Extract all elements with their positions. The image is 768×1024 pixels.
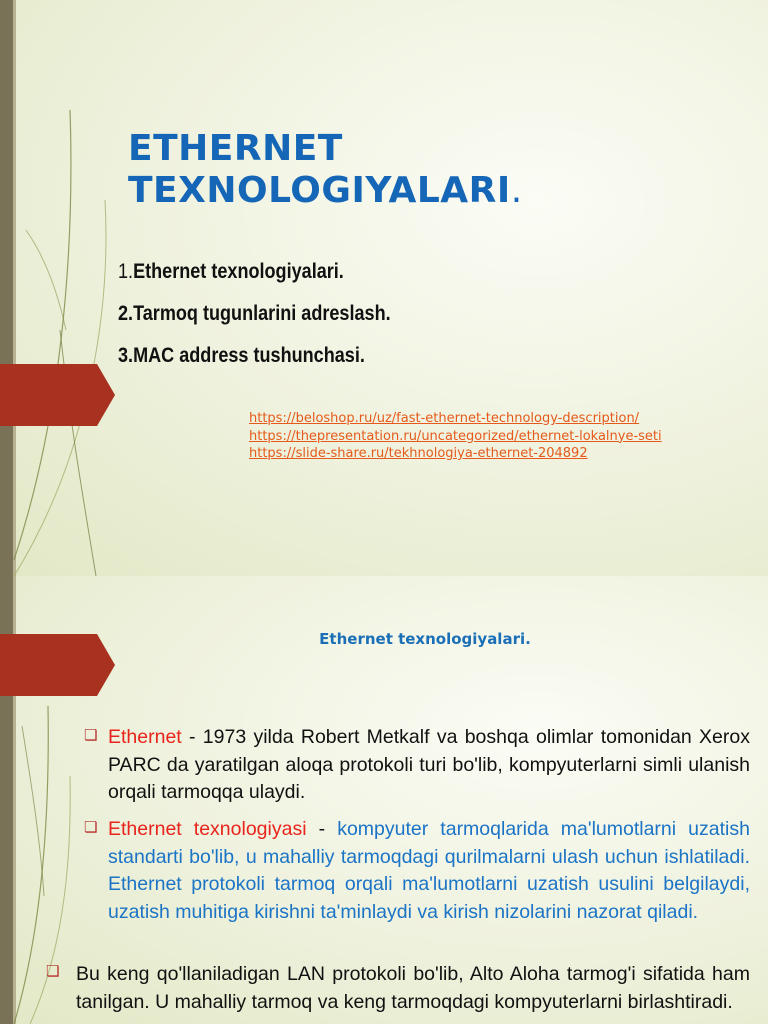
reference-links — [249, 410, 662, 463]
bullet-icon: ❏ — [84, 726, 98, 744]
agenda-item — [118, 342, 391, 384]
agenda-number: 1. — [118, 260, 134, 283]
paragraph-body: - 1973 yilda Robert Metkalf va boshqa olimlar tomonidan Xerox PARC da yaratilgan aloqa protokoli turi bo'lib, kompyuterlarni simli ulanish orqali tarmoqqa ulaydi. — [108, 726, 750, 803]
bullet-icon: ❏ — [46, 962, 60, 980]
paragraph-body: Bu keng qo'llaniladigan LAN protokoli bo'lib, Alto Aloha tarmog'i sifatida ham tanilgan. U mahalliy tarmoq va keng tarmoqdagi kompyuterlarni birlashtiradi. — [76, 963, 750, 1013]
slide-subtitle: Ethernet texnologiyalari. — [319, 630, 531, 648]
term-ethernet-technology: Ethernet texnologiyasi — [108, 818, 307, 840]
paragraph-ethernet-history — [108, 724, 750, 807]
term-ethernet: Ethernet — [108, 726, 182, 748]
term-separator: - — [306, 818, 338, 840]
agenda-text: Tarmoq tugunlarini adreslash. — [133, 302, 391, 325]
red-tab-icon — [0, 364, 115, 426]
paragraph-lan-protocol — [76, 961, 750, 1016]
reference-link-beloshop[interactable]: https://beloshop.ru/uz/fast-ethernet-technology-description/ — [249, 411, 640, 426]
agenda-item — [118, 300, 391, 342]
agenda-item — [118, 258, 391, 300]
reference-link-thepresentation[interactable]: https://thepresentation.ru/uncategorized/ethernet-lokalnye-seti — [249, 428, 662, 444]
slide-title — [128, 128, 523, 212]
agenda-text: Ethernet texnologiyalari. — [133, 260, 344, 283]
agenda-number: 3. — [118, 344, 134, 367]
agenda-text: MAC address tushunchasi. — [133, 344, 365, 367]
agenda-number: 2. — [118, 302, 134, 325]
reference-link-slide-share[interactable]: https://slide-share.ru/tekhnologiya-ethernet-204892 — [249, 446, 588, 461]
slide-2 — [0, 576, 768, 1024]
title-dot: . — [510, 170, 523, 211]
paragraph-body: kompyuter tarmoqlarida ma'lumotlarni uzatish standarti bo'lib, u mahalliy tarmoqdagi qurilmalarni ulash uchun ishlatiladi. Ethernet protokoli tarmoq orqali ma'lumotlarni uzatish usulini belgilaydi, uzatish muhitiga kirishni ta'minlaydi va kirish nizolarini nazorat qiladi. — [108, 818, 750, 923]
bullet-icon: ❏ — [84, 818, 98, 836]
paragraph-ethernet-technology — [108, 816, 750, 926]
title-line-2: TEXNOLOGIYALARI — [128, 170, 511, 211]
agenda-list — [118, 258, 435, 384]
title-line-1: ETHERNET — [128, 128, 343, 169]
